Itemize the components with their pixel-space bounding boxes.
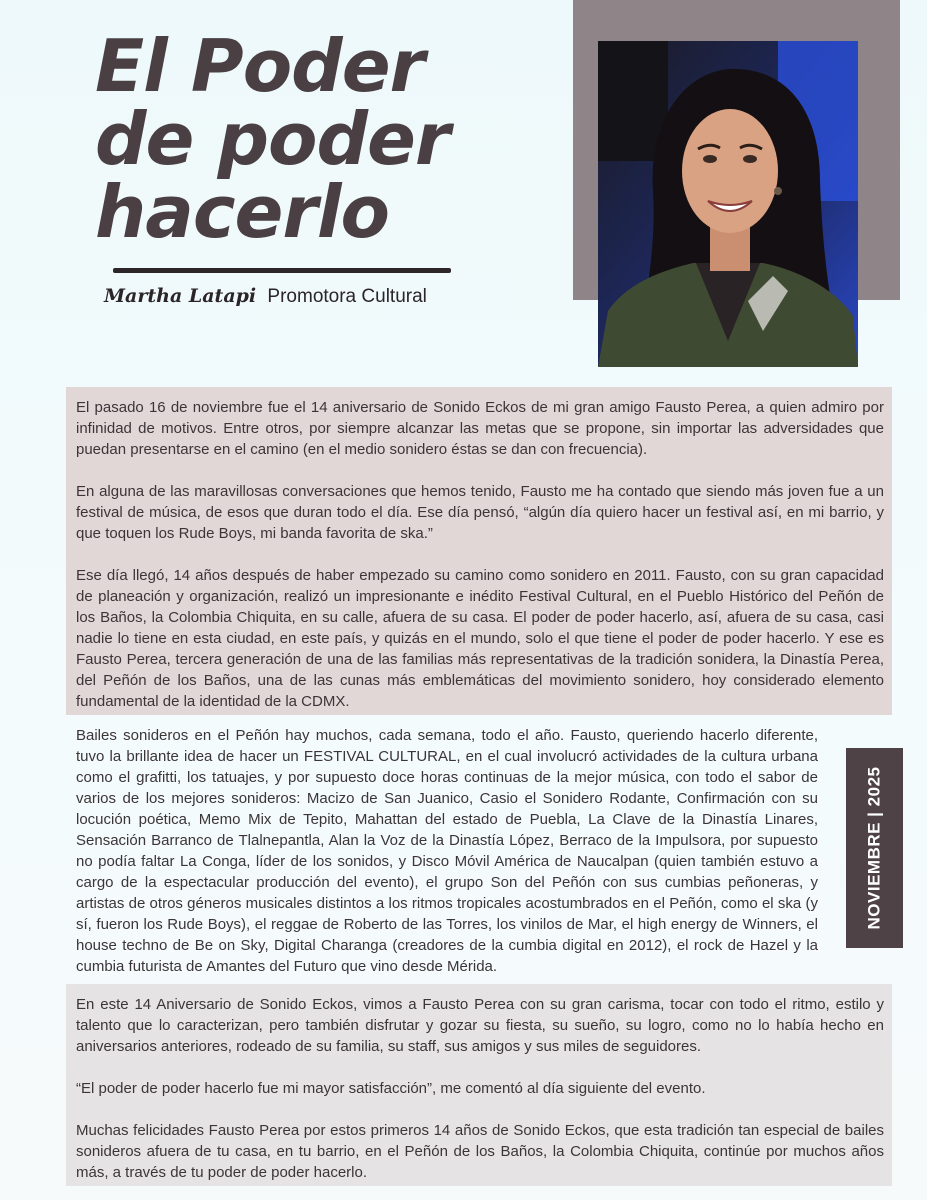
paragraph: Ese día llegó, 14 años después de haber empezado su camino como sonidero en 2011. Fausto, con su gran capacidad de planeación y organización, realizó un impresionante e inédito Festival Cultural, en el Pueblo Histórico del Peñón de los Baños, la Colombia Chiquita, en su calle, afuera de su casa. El poder de poder hacerlo, así, afuera de su casa, casi nadie lo tiene en esta ciudad, en este país, y quizás en el mundo, solo el que tiene el poder de poder hacerlo. Y ese es Fausto Perea, tercera generación de una de las familias más representativas de la tradición sonidera, la Dinastía Perea, del Peñón de los Baños, una de las cunas más emblemáticas del movimiento sonidero, hoy considerado elemento fundamental de la identidad de la CDMX. xyxy=(76,567,884,710)
paragraph: Muchas felicidades Fausto Perea por estos primeros 14 años de Sonido Eckos, que esta tradición tan especial de bailes sonideros afuera de tu casa, en tu barrio, en el Peñón de los Baños, la Colombia Chiquita, continúe por muchos años más, a través de tu poder de poder hacerlo. xyxy=(76,1122,884,1181)
paragraph: Bailes sonideros en el Peñón hay muchos, cada semana, todo el año. Fausto, queriendo hacerlo diferente, tuvo la brillante idea de hacer un FESTIVAL CULTURAL, en el cual involucró actividades de la cultura urbana como el grafitti, los tatuajes, y por supuesto doce horas continuas de la mejor música, con todo el sabor de varios de los mejores sonideros: Macizo de San Juanico, Casio el Sonidero Rodante, Confirmación con su locución poética, Memo Mix de Tepito, Mahattan del estado de Puebla, La Clave de la Dinastía Linares, Sensación Barranco de Tlalnepantla, Alan la Voz de la Dinastía López, Berraco de la Impulsora, por supuesto no podía faltar La Conga, líder de los sonidos, y Disco Móvil América de Naucalpan (quien también estuvo a cargo de la espectacular producción del evento), el grupo Son del Peñón con sus cumbias peñoneras, y artistas de otros géneros musicales distintos a los ritmos tropicales acostumbrados en el Peñón, como el ska (y sí, fueron los Rude Boys), el reggae de Roberto de las Torres, los vinilos de Mar, el high energy de Winners, el house techno de Be on Sky, Digital Charanga (creadores de la cumbia digital en 2012), el rock de Hazel y la cumbia futurista de Amantes del Futuro que vino desde Mérida. xyxy=(76,727,818,975)
portrait-illustration xyxy=(598,41,858,367)
title-line-3: hacerlo xyxy=(95,170,390,254)
author-photo xyxy=(598,41,858,367)
paragraph: En este 14 Aniversario de Sonido Eckos, vimos a Fausto Perea con su gran carisma, tocar con todo el ritmo, estilo y talento que lo caracterizan, pero también disfrutar y gozar su fiesta, su sueño, su logro, como no lo había hecho en aniversarios anteriores, rodeado de su familia, su staff, sus amigos y sus miles de seguidores. xyxy=(76,996,884,1055)
title-line-1: El Poder xyxy=(95,24,425,108)
title-line-2: de poder xyxy=(95,97,450,181)
paragraph: En alguna de las maravillosas conversaciones que hemos tenido, Fausto me ha contado que siendo más joven fue a un festival de música, de esos que duran todo el día. Ese día pensó, “algún día quiero hacer un festival así, en mi barrio, y que toquen los Rude Boys, mi banda favorita de ska.” xyxy=(76,483,884,542)
author-name: Martha Latapi xyxy=(104,285,257,307)
article-section-1 xyxy=(66,387,892,715)
article-section-3 xyxy=(66,984,892,1186)
author-role: Promotora Cultural xyxy=(267,286,427,307)
article-title xyxy=(95,24,555,254)
paragraph: “El poder de poder hacerlo fue mi mayor satisfacción”, me comentó al día siguiente del evento. xyxy=(76,1080,706,1097)
paragraph: El pasado 16 de noviembre fue el 14 aniversario de Sonido Eckos de mi gran amigo Fausto Perea, a quien admiro por infinidad de motivos. Entre otros, por siempre alcanzar las metas que se propone, sin importar las adversidades que puedan presentarse en el camino (en el medio sonidero éstas se dan con frecuencia). xyxy=(76,399,884,458)
byline xyxy=(104,285,427,308)
article-section-2 xyxy=(66,715,826,975)
title-divider xyxy=(113,268,451,273)
issue-date-label: NOVIEMBRE | 2025 xyxy=(864,766,884,930)
issue-date-tab xyxy=(846,748,903,948)
